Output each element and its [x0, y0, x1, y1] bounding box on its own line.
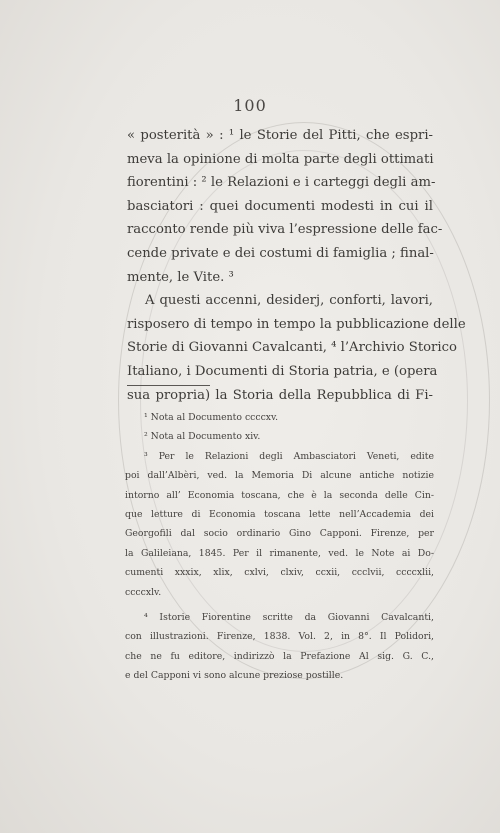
footnote-line: ² Nota al Documento xiv. — [144, 431, 261, 443]
text-line: basciatori : quei documenti modesti in cui il — [127, 198, 433, 214]
text-line: racconto rende più viva l’espressione delle fac- — [127, 222, 443, 238]
footnote-1 — [144, 408, 434, 427]
text-line: mente, le Vite. ³ — [127, 269, 234, 285]
text-line: A questi accenni, desiderj, conforti, lavori, — [145, 293, 433, 309]
text-line: risposero di tempo in tempo la pubblicazione delle — [127, 316, 466, 332]
footnote-line: poi dall’Albèri, ved. la Memoria Di alcune antiche notizie — [125, 470, 434, 482]
text-line: meva la opinione di molta parte degli ottimati — [127, 151, 434, 167]
footnote-2 — [144, 427, 434, 446]
footnote-line: la Galileiana, 1845. Per il rimanente, ved. le Note ai Do- — [125, 547, 434, 559]
footnote-4 — [125, 608, 434, 686]
footnote-line: ³ Per le Relazioni degli Ambasciatori Veneti, edite — [144, 450, 434, 462]
footnote-line: intorno all’ Economia toscana, che è la seconda delle Cin- — [125, 489, 434, 501]
footnotes — [125, 408, 434, 686]
footnote-line: ⁴ Istorie Fiorentine scritte da Giovanni Cavalcanti, — [144, 612, 434, 624]
main-text — [127, 124, 466, 407]
footnote-3 — [125, 447, 434, 602]
footnote-line: che ne fu editore, indirizzò la Prefazione Al sig. G. C., — [125, 650, 434, 662]
text-line: Storie di Giovanni Cavalcanti, ⁴ l’Archivio Storico — [127, 340, 457, 356]
text-line: cende private e dei costumi di famiglia ; final- — [127, 245, 434, 261]
page-number: 100 — [233, 96, 267, 115]
footnote-line: con illustrazioni. Firenze, 1838. Vol. 2, in 8°. Il Polidori, — [125, 631, 434, 643]
footnote-separator — [127, 385, 210, 386]
text-line: « posterità » : ¹ le Storie del Pitti, che espri- — [127, 128, 433, 143]
footnote-line: cumenti xxxix, xlix, cxlvi, clxiv, ccxii, ccclvii, ccccxlii, — [125, 567, 434, 579]
footnote-line: Georgofili dal socio ordinario Gino Capponi. Firenze, per — [125, 528, 434, 540]
footnote-line: que letture di Economia toscana lette nell’Accademia dei — [125, 509, 434, 521]
footnote-line: e del Capponi vi sono alcune preziose postille. — [125, 670, 344, 682]
text-line: sua propria) la Storia della Repubblica di Fi- — [127, 387, 433, 403]
text-line: Italiano, i Documenti di Storia patria, e (opera — [127, 363, 438, 379]
text-line: fiorentini : ² le Relazioni e i carteggi degli am- — [127, 175, 436, 191]
footnote-line: ¹ Nota al Documento ccccxv. — [144, 412, 279, 423]
footnote-line: ccccxlv. — [125, 586, 162, 598]
